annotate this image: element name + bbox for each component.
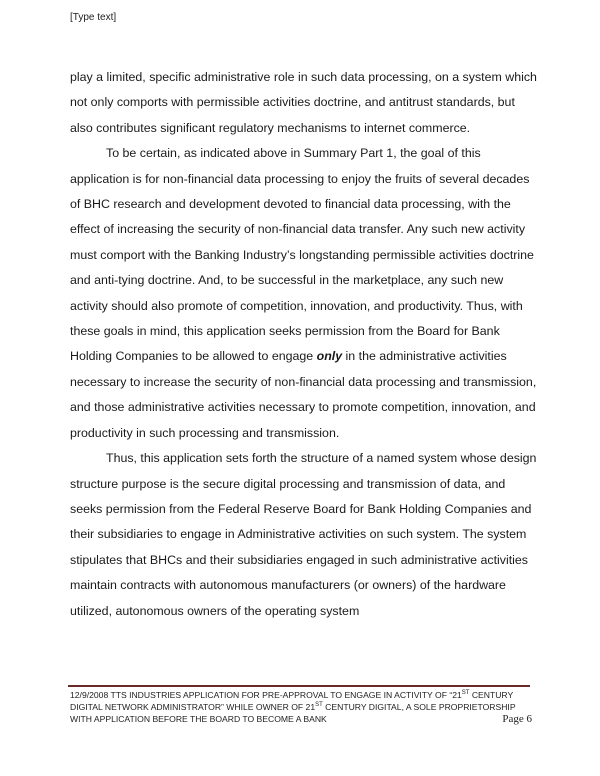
footer-rule <box>68 685 530 687</box>
paragraph-1: play a limited, specific administrative role in such data processing, on a system which not only comports with permissible activities doctrine, and antitrust standards, but also contributes significant regulatory mechanisms to internet commerce. <box>70 70 537 135</box>
paragraph-2-text: To be certain, as indicated above in Summary Part 1, the goal of this application is for non-financial data processing to enjoy the fruits of several decades of BHC research and development devoted to financial data processing, with the effect of increasing the security of non-financial data transfer. Any such new activity must comport with the Banking Industry’s longstanding permissible activities doctrine and anti-tying doctrine. And, to be successful in the marketplace, any such new activity should also promote of competition, innovation, and productivity. Thus, with these goals in mind, this application seeks permission from the Board for Bank Holding Companies to be allowed to engage <box>70 146 534 364</box>
footer-line-a: 12/9/2008 TTS INDUSTRIES APPLICATION FOR PRE-APPROVAL TO ENGAGE IN ACTIVITY OF “21 <box>70 690 462 700</box>
footer-line-b: CENTURY DIGITAL NETWORK ADMINISTRATOR” WHILE OWNER OF 21 <box>70 690 514 712</box>
footer-line-c: CENTURY DIGITAL, A SOLE PROPRIETORSHIP WITH APPLICATION BEFORE THE BOARD TO BECOME A BANK <box>70 702 516 724</box>
emphasis-only: only <box>316 349 343 364</box>
footer-sup-2: ST <box>315 702 323 709</box>
paragraph-3: Thus, this application sets forth the structure of a named system whose design structure purpose is the secure digital processing and transmission of data, and seeks permission from the Federal Reserve Board for Bank Holding Companies and their subsidiaries to engage in Administrative activities on such system. The system stipulates that BHCs and their subsidiaries engaged in such administrative activities maintain contracts with autonomous manufacturers (or owners) of the hardware utilized, autonomous owners of the operating system <box>70 451 537 618</box>
header-placeholder: [Type text] <box>70 12 117 23</box>
document-body <box>70 65 540 624</box>
page-number: Page 6 <box>502 713 532 725</box>
footer-sup-1: ST <box>461 690 470 697</box>
paragraph-2 <box>70 141 540 446</box>
footer-text <box>70 689 532 725</box>
paragraph-2-tail: in the administrative activities necessary to increase the security of non-financial data processing and transmission, and those administrative activities necessary to promote competition, innovation, and productivity in such processing and transmission. <box>70 349 537 440</box>
